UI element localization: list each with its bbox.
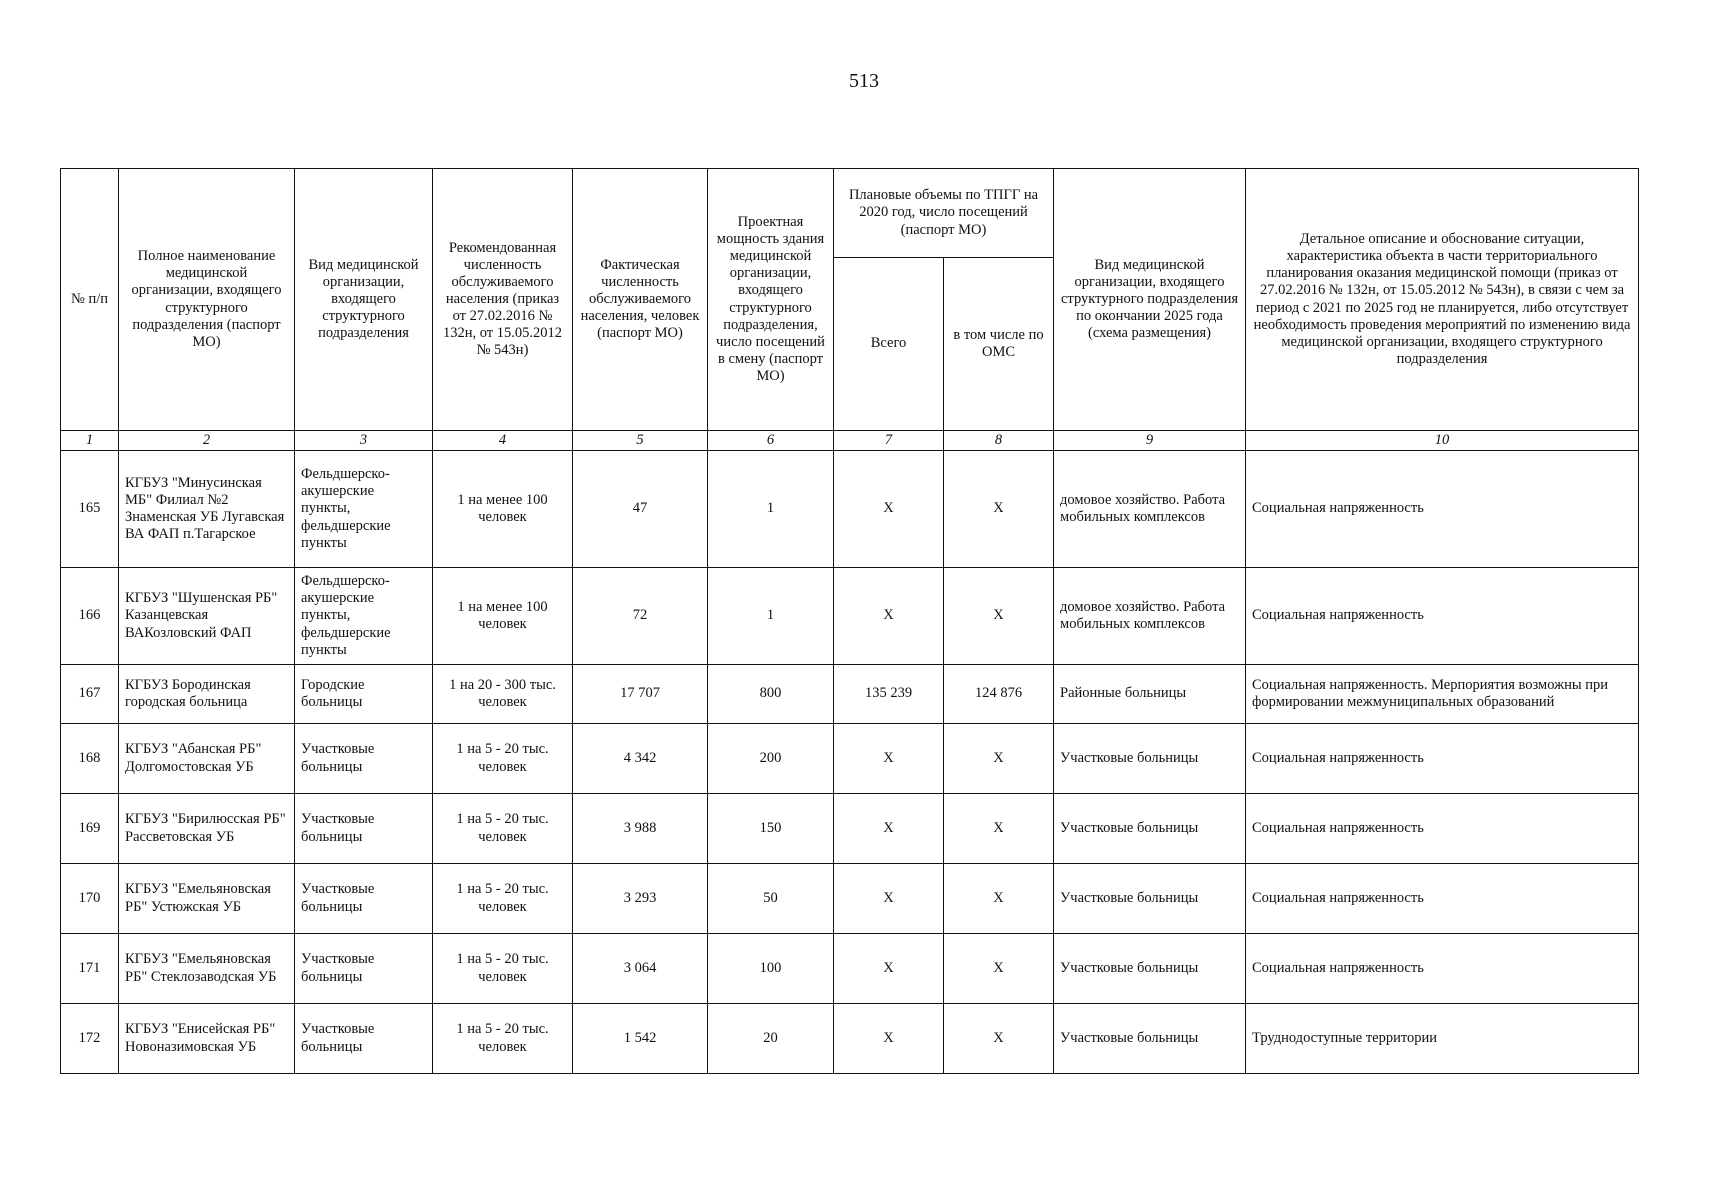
- org-type-2025: Участковые больницы: [1054, 724, 1246, 794]
- table-row: [61, 794, 1639, 864]
- org-type-2025: Участковые больницы: [1054, 864, 1246, 934]
- org-type: Фельдшерско-акушерские пункты, фельдшерские пункты: [295, 451, 433, 568]
- planned-oms: 124 876: [944, 665, 1054, 724]
- table-row: [61, 934, 1639, 1004]
- row-num: 166: [61, 568, 119, 665]
- column-number: 3: [295, 431, 433, 451]
- org-type: Участковые больницы: [295, 1004, 433, 1074]
- actual-population: 72: [573, 568, 708, 665]
- description: Труднодоступные территории: [1246, 1004, 1639, 1074]
- org-type: Участковые больницы: [295, 794, 433, 864]
- design-capacity: 150: [708, 794, 834, 864]
- actual-population: 17 707: [573, 665, 708, 724]
- column-number: 10: [1246, 431, 1639, 451]
- actual-population: 3 064: [573, 934, 708, 1004]
- recommended-population: 1 на менее 100 человек: [433, 451, 573, 568]
- planned-oms: X: [944, 794, 1054, 864]
- org-name: КГБУЗ "Минусинская МБ" Филиал №2 Знаменская УБ Лугавская ВА ФАП п.Тагарское: [119, 451, 295, 568]
- org-name: КГБУЗ "Емельяновская РБ" Устюжская УБ: [119, 864, 295, 934]
- actual-population: 3 988: [573, 794, 708, 864]
- header-type-2025: Вид медицинской организации, входящего структурного подразделения по окончании 2025 года (схема размещения): [1054, 169, 1246, 431]
- table-row: [61, 568, 1639, 665]
- column-number: 9: [1054, 431, 1246, 451]
- planned-total: X: [834, 934, 944, 1004]
- column-number: 4: [433, 431, 573, 451]
- recommended-population: 1 на 20 - 300 тыс. человек: [433, 665, 573, 724]
- design-capacity: 50: [708, 864, 834, 934]
- table-row: [61, 864, 1639, 934]
- description: Социальная напряженность: [1246, 568, 1639, 665]
- org-type: Городские больницы: [295, 665, 433, 724]
- header-planned-total: Всего: [834, 258, 944, 431]
- design-capacity: 800: [708, 665, 834, 724]
- design-capacity: 1: [708, 568, 834, 665]
- header-type: Вид медицинской организации, входящего структурного подразделения: [295, 169, 433, 431]
- planned-oms: X: [944, 451, 1054, 568]
- planned-total: 135 239: [834, 665, 944, 724]
- column-number: 6: [708, 431, 834, 451]
- column-number: 2: [119, 431, 295, 451]
- org-type: Участковые больницы: [295, 724, 433, 794]
- column-number: 7: [834, 431, 944, 451]
- org-name: КГБУЗ "Шушенская РБ" Казанцевская ВАКозловский ФАП: [119, 568, 295, 665]
- row-num: 168: [61, 724, 119, 794]
- recommended-population: 1 на 5 - 20 тыс. человек: [433, 864, 573, 934]
- org-name: КГБУЗ "Емельяновская РБ" Стеклозаводская УБ: [119, 934, 295, 1004]
- table-body: [61, 451, 1639, 1074]
- medical-organizations-table: [60, 168, 1639, 1074]
- table-row: [61, 1004, 1639, 1074]
- row-num: 167: [61, 665, 119, 724]
- org-name: КГБУЗ Бородинская городская больница: [119, 665, 295, 724]
- actual-population: 47: [573, 451, 708, 568]
- planned-total: X: [834, 451, 944, 568]
- recommended-population: 1 на менее 100 человек: [433, 568, 573, 665]
- planned-total: X: [834, 568, 944, 665]
- planned-total: X: [834, 724, 944, 794]
- recommended-population: 1 на 5 - 20 тыс. человек: [433, 724, 573, 794]
- header-capacity: Проектная мощность здания медицинской организации, входящего структурного подразделения, число посещений в смену (паспорт МО): [708, 169, 834, 431]
- design-capacity: 20: [708, 1004, 834, 1074]
- header-planned-oms: в том числе по ОМС: [944, 258, 1054, 431]
- row-num: 170: [61, 864, 119, 934]
- header-name: Полное наименование медицинской организации, входящего структурного подразделения (паспорт МО): [119, 169, 295, 431]
- org-type-2025: домовое хозяйство. Работа мобильных комплексов: [1054, 568, 1246, 665]
- recommended-population: 1 на 5 - 20 тыс. человек: [433, 1004, 573, 1074]
- planned-oms: X: [944, 1004, 1054, 1074]
- org-type-2025: Участковые больницы: [1054, 1004, 1246, 1074]
- row-num: 171: [61, 934, 119, 1004]
- table-header: [61, 169, 1639, 451]
- header-num: № п/п: [61, 169, 119, 431]
- org-type-2025: домовое хозяйство. Работа мобильных комплексов: [1054, 451, 1246, 568]
- description: Социальная напряженность: [1246, 451, 1639, 568]
- planned-oms: X: [944, 568, 1054, 665]
- org-type: Участковые больницы: [295, 864, 433, 934]
- description: Социальная напряженность: [1246, 864, 1639, 934]
- org-name: КГБУЗ "Бирилюсская РБ" Рассветовская УБ: [119, 794, 295, 864]
- description: Социальная напряженность: [1246, 934, 1639, 1004]
- column-number: 5: [573, 431, 708, 451]
- planned-oms: X: [944, 864, 1054, 934]
- header-planned-group: Плановые объемы по ТПГГ на 2020 год, число посещений (паспорт МО): [834, 169, 1054, 258]
- page-number: 513: [849, 70, 879, 92]
- header-recommended: Рекомендованная численность обслуживаемого населения (приказ от 27.02.2016 № 132н, от 15.05.2012 № 543н): [433, 169, 573, 431]
- description: Социальная напряженность. Мерпориятия возможны при формировании межмуниципальных образований: [1246, 665, 1639, 724]
- row-num: 169: [61, 794, 119, 864]
- column-number-row: [61, 431, 1639, 451]
- description: Социальная напряженность: [1246, 794, 1639, 864]
- org-type: Фельдшерско-акушерские пункты, фельдшерские пункты: [295, 568, 433, 665]
- table-row: [61, 724, 1639, 794]
- column-number: 1: [61, 431, 119, 451]
- row-num: 172: [61, 1004, 119, 1074]
- actual-population: 3 293: [573, 864, 708, 934]
- org-name: КГБУЗ "Абанская РБ" Долгомостовская УБ: [119, 724, 295, 794]
- design-capacity: 200: [708, 724, 834, 794]
- header-description: Детальное описание и обоснование ситуации, характеристика объекта в части территориального планирования оказания медицинской помощи (приказ от 27.02.2016 № 132н, от 15.05.2012 № 543н), в связи с чем за период с 2021 по 2025 год не планируется, либо отсутствует необходимость проведения мероприятий по изменению вида медицинской организации, входящего структурного подразделения: [1246, 169, 1639, 431]
- table-row: [61, 451, 1639, 568]
- recommended-population: 1 на 5 - 20 тыс. человек: [433, 794, 573, 864]
- planned-total: X: [834, 864, 944, 934]
- org-type-2025: Районные больницы: [1054, 665, 1246, 724]
- actual-population: 1 542: [573, 1004, 708, 1074]
- row-num: 165: [61, 451, 119, 568]
- table-row: [61, 665, 1639, 724]
- description: Социальная напряженность: [1246, 724, 1639, 794]
- planned-oms: X: [944, 724, 1054, 794]
- planned-total: X: [834, 1004, 944, 1074]
- org-type-2025: Участковые больницы: [1054, 794, 1246, 864]
- org-type-2025: Участковые больницы: [1054, 934, 1246, 1004]
- design-capacity: 100: [708, 934, 834, 1004]
- column-number: 8: [944, 431, 1054, 451]
- planned-oms: X: [944, 934, 1054, 1004]
- org-type: Участковые больницы: [295, 934, 433, 1004]
- org-name: КГБУЗ "Енисейская РБ" Новоназимовская УБ: [119, 1004, 295, 1074]
- planned-total: X: [834, 794, 944, 864]
- header-actual: Фактическая численность обслуживаемого населения, человек (паспорт МО): [573, 169, 708, 431]
- recommended-population: 1 на 5 - 20 тыс. человек: [433, 934, 573, 1004]
- actual-population: 4 342: [573, 724, 708, 794]
- design-capacity: 1: [708, 451, 834, 568]
